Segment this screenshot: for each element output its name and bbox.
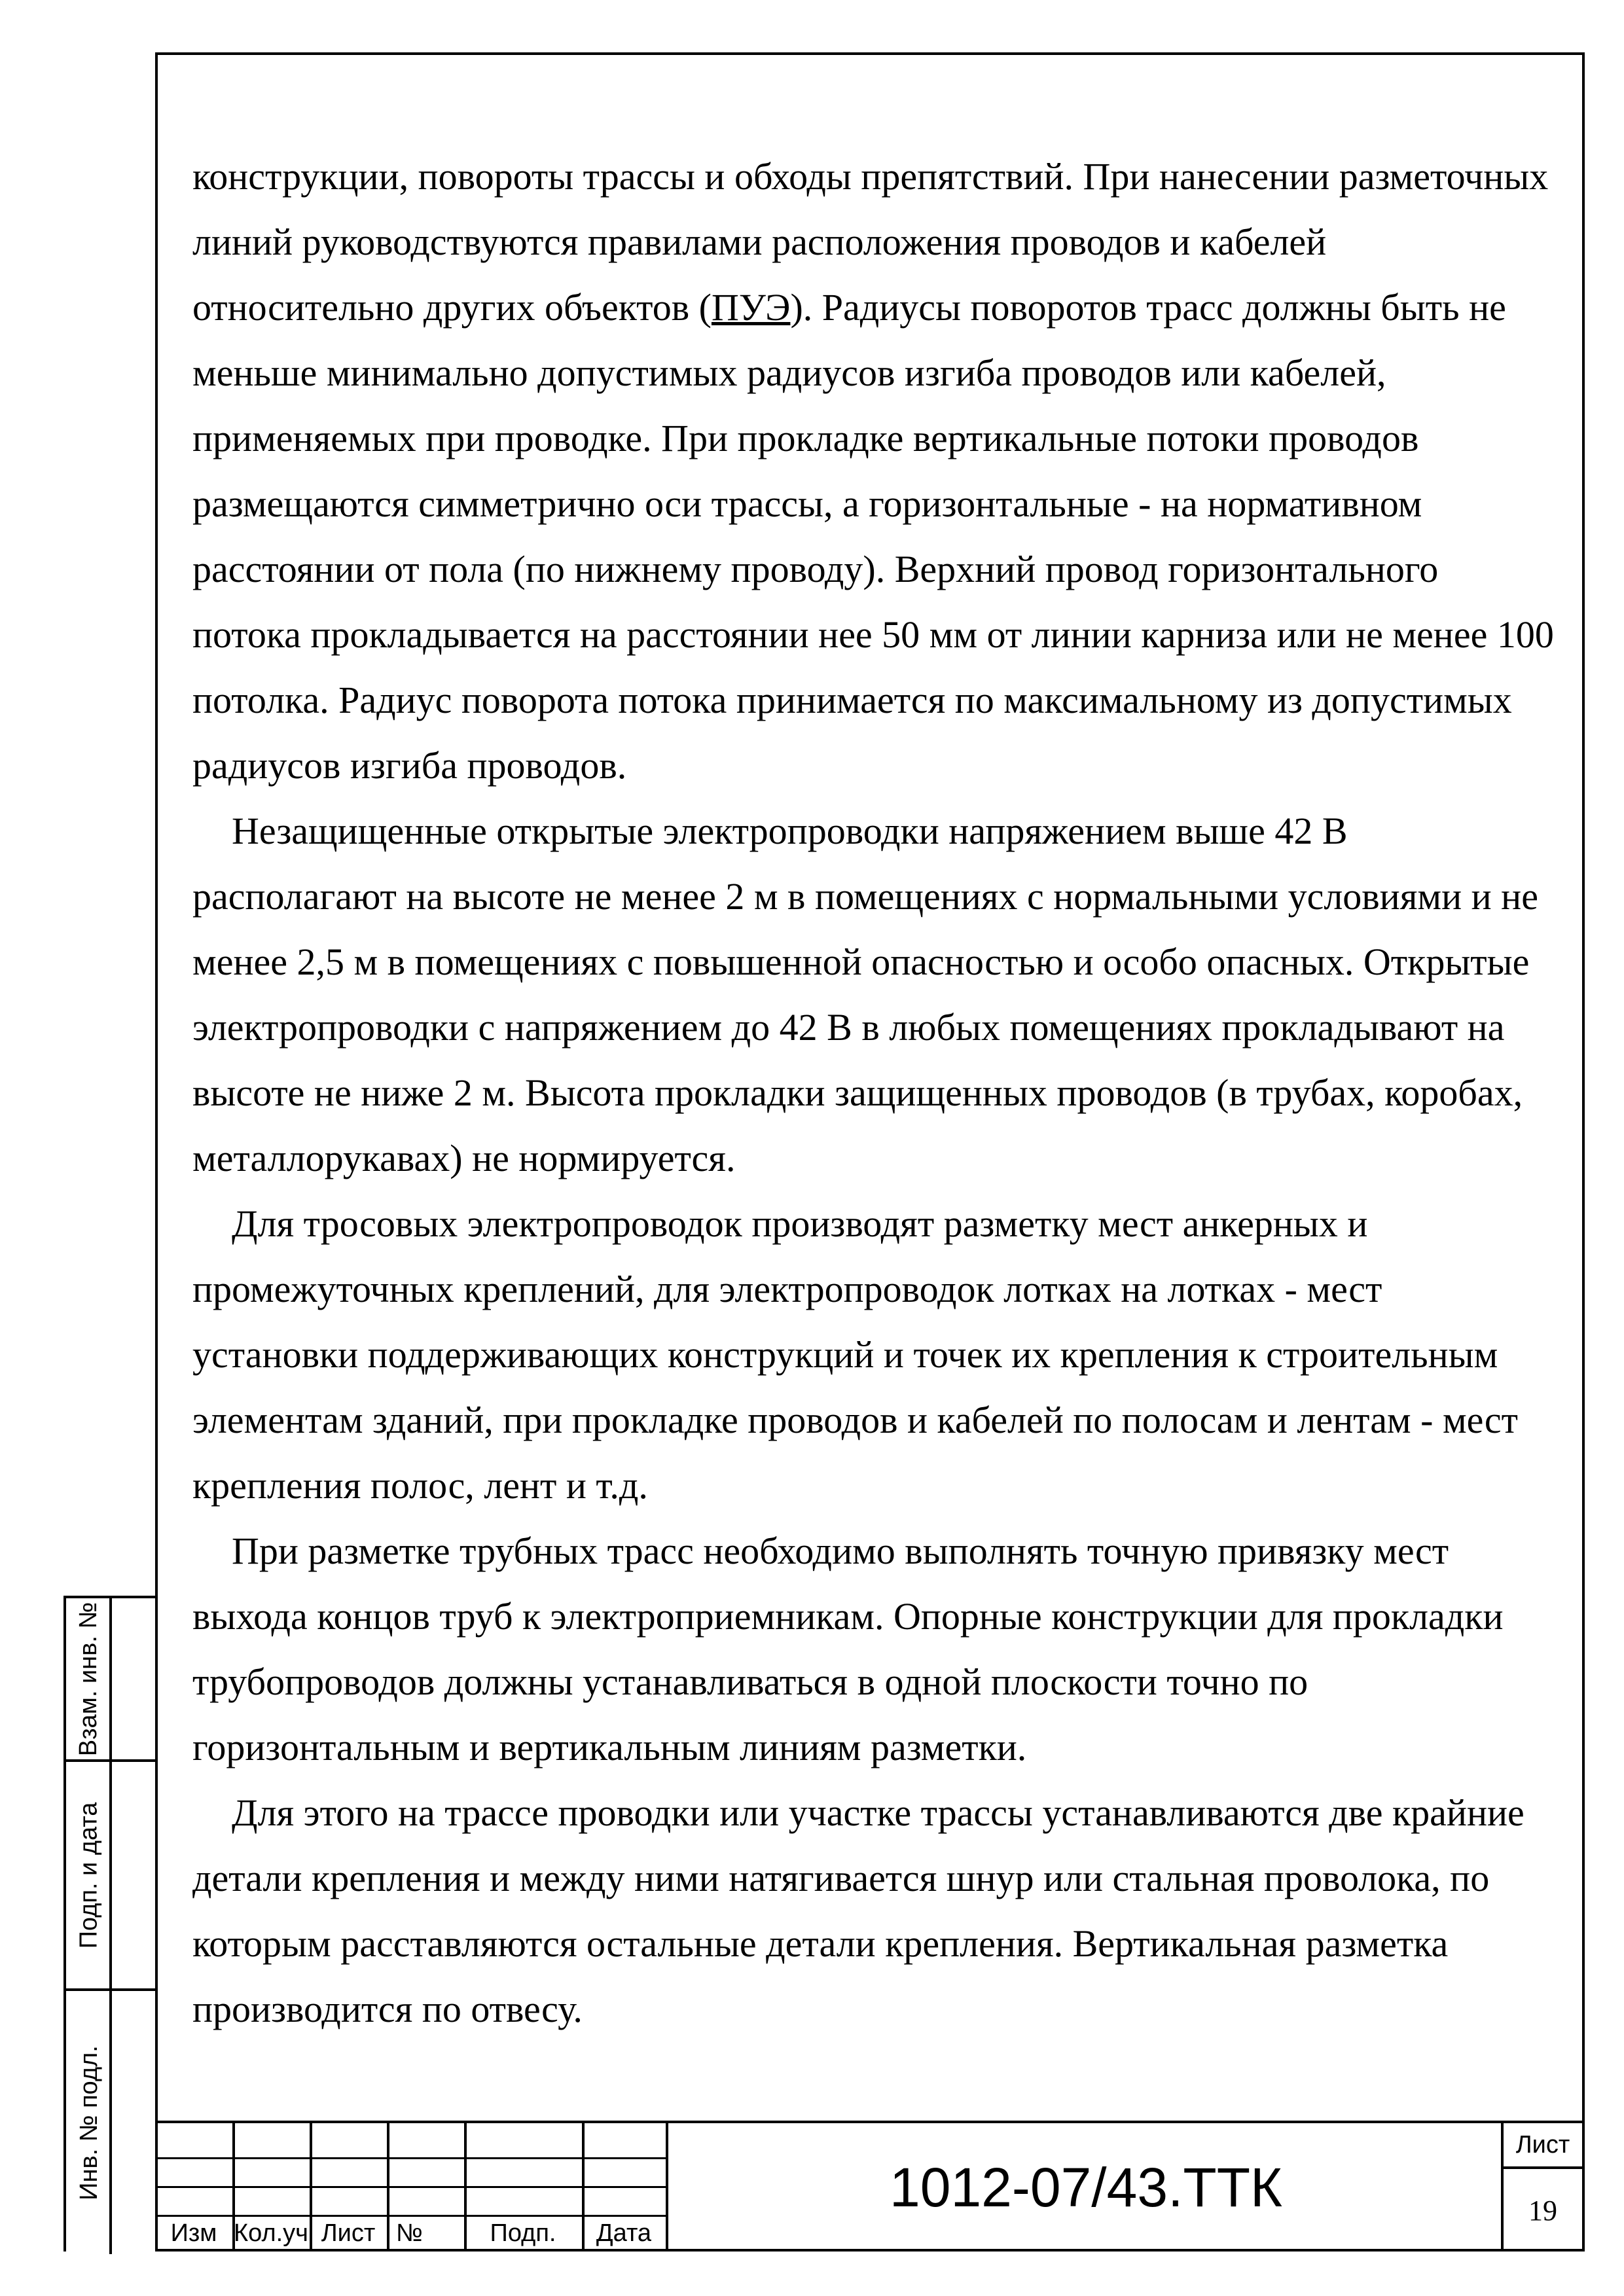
title-block bbox=[155, 2121, 1585, 2251]
inv-podl-cell bbox=[66, 1991, 158, 2254]
sheet-box bbox=[1501, 2123, 1582, 2251]
paragraph bbox=[192, 1518, 1554, 1780]
paragraph-text: При разметке трубных трасс необходимо выполнять точную привязку мест выхода концов труб к электроприемникам. Опорные конструкции для прокладки трубопроводов должны устанавливаться в одной плоскости точно по горизонтальным и вертикальным линиям разметки. bbox=[192, 1530, 1504, 1768]
paragraph bbox=[192, 1191, 1554, 1518]
vzam-inv-cell bbox=[66, 1598, 158, 1762]
paragraph-text: Незащищенные открытые электропроводки напряжением выше 42 В располагают на высоте не менее 2 м в помещениях с нормальными условиями и не менее 2,5 м в помещениях с повышенной опасностью и особо опасных. Открытые электропроводки с напряжением до 42 В в любых помещениях прокладывают на высоте не ниже 2 м. Высота прокладки защищенных проводов (в трубах, коробах, металлорукавах) не нормируется. bbox=[192, 810, 1538, 1179]
vzam-inv-label: Взам. инв. № bbox=[75, 1602, 103, 1756]
sheet-label: Лист bbox=[1504, 2123, 1582, 2169]
paragraph bbox=[192, 1780, 1554, 2042]
inv-podl-label: Инв. № подл. bbox=[75, 2045, 103, 2200]
paragraph bbox=[192, 798, 1554, 1191]
sheet-number: 19 bbox=[1528, 2194, 1557, 2227]
podp-data-label: Подп. и дата bbox=[75, 1802, 103, 1948]
paragraph-text: конструкции, повороты трассы и обходы препятствий. При нанесении разметочных линий руководствуются правилами расположения проводов и кабелей относительно других объектов ( bbox=[192, 155, 1549, 329]
document-body bbox=[192, 144, 1554, 2042]
side-stamp bbox=[63, 1596, 155, 2251]
podp-data-cell bbox=[66, 1762, 158, 1991]
paragraph bbox=[192, 144, 1554, 798]
col-data: Дата bbox=[596, 2219, 652, 2247]
pue-link[interactable]: ПУЭ bbox=[711, 286, 791, 329]
document-code: 1012-07/43.ТТК bbox=[666, 2123, 1504, 2251]
revision-table bbox=[155, 2123, 666, 2251]
col-podp: Подп. bbox=[490, 2219, 556, 2247]
col-izm: Изм bbox=[170, 2219, 217, 2247]
paragraph-text: Для тросовых электропроводок производят разметку мест анкерных и промежуточных креплений, для электропроводок лотках на лотках - мест установки поддерживающих конструкций и точек их крепления к строительным элементам зданий, при прокладке проводов и кабелей по полосам и лентам - мест крепления полос, лент и т.д. bbox=[192, 1202, 1518, 1507]
paragraph-text: ). Радиусы поворотов трасс должны быть не меньше минимально допустимых радиусов изгиба проводов или кабелей, применяемых при проводке. При прокладке вертикальные потоки проводов размещаются симметрично оси трассы, а горизонтальные - на нормативном расстоянии от пола (по нижнему проводу). Верхний провод горизонтального потока прокладывается на расстоянии нее 50 мм от линии карниза или не менее 100 потолка. Радиус поворота потока принимается по максимальному из допустимых радиусов изгиба проводов. bbox=[192, 286, 1554, 787]
col-list: Лист bbox=[321, 2219, 376, 2247]
col-kol-uch: Кол.уч bbox=[234, 2219, 308, 2247]
col-number: № bbox=[396, 2219, 423, 2247]
paragraph-text: Для этого на трассе проводки или участке трассы устанавливаются две крайние детали крепления и между ними натягивается шнур или стальная проволока, по которым расставляются остальные детали крепления. Вертикальная разметка производится по отвесу. bbox=[192, 1791, 1525, 2030]
